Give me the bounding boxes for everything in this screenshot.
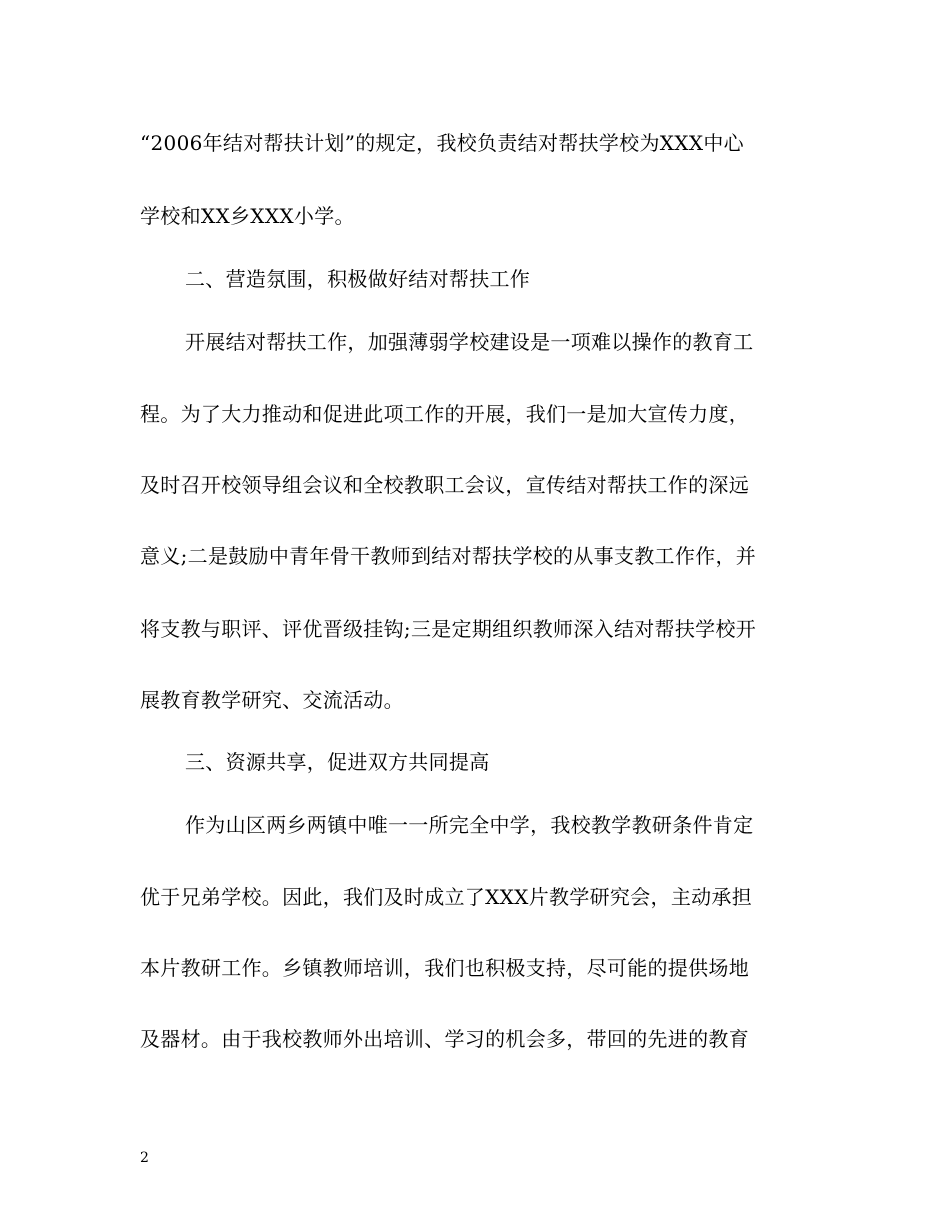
paragraph-first-line: 开展结对帮扶工作，加强薄弱学校建设是一项难以操作的教育工	[185, 330, 754, 354]
text-line: 优于兄弟学校。因此，我们及时成立了XXX片教学研究会，主动承担	[140, 885, 753, 909]
text-line: 学校和XX乡XXX小学。	[140, 204, 355, 228]
text-line: 及时召开校领导组会议和全校教职工会议，宣传结对帮扶工作的深远	[140, 473, 749, 497]
paragraph-first-line: 作为山区两乡两镇中唯一一所完全中学，我校教学教研条件肯定	[185, 813, 754, 837]
text-line: 意义;二是鼓励中青年骨干教师到结对帮扶学校的从事支教工作作，并	[140, 544, 757, 568]
text-line: “2006年结对帮扶计划”的规定，我校负责结对帮扶学校为XXX中心	[140, 131, 744, 155]
text-line: 将支教与职评、评优晋级挂钩;三是定期组织教师深入结对帮扶学校开	[140, 617, 757, 641]
text-line: 程。为了大力推动和促进此项工作的开展，我们一是加大宣传力度，	[140, 402, 749, 426]
text-line: 展教育教学研究、交流活动。	[140, 688, 404, 712]
section-heading: 三、资源共享，促进双方共同提高	[185, 750, 490, 774]
text-line: 及器材。由于我校教师外出培训、学习的机会多，带回的先进的教育	[140, 1027, 749, 1051]
text-line: 本片教研工作。乡镇教师培训，我们也积极支持，尽可能的提供场地	[140, 956, 749, 980]
section-heading: 二、营造氛围，积极做好结对帮扶工作	[185, 267, 531, 291]
page-number: 2	[140, 1150, 149, 1166]
